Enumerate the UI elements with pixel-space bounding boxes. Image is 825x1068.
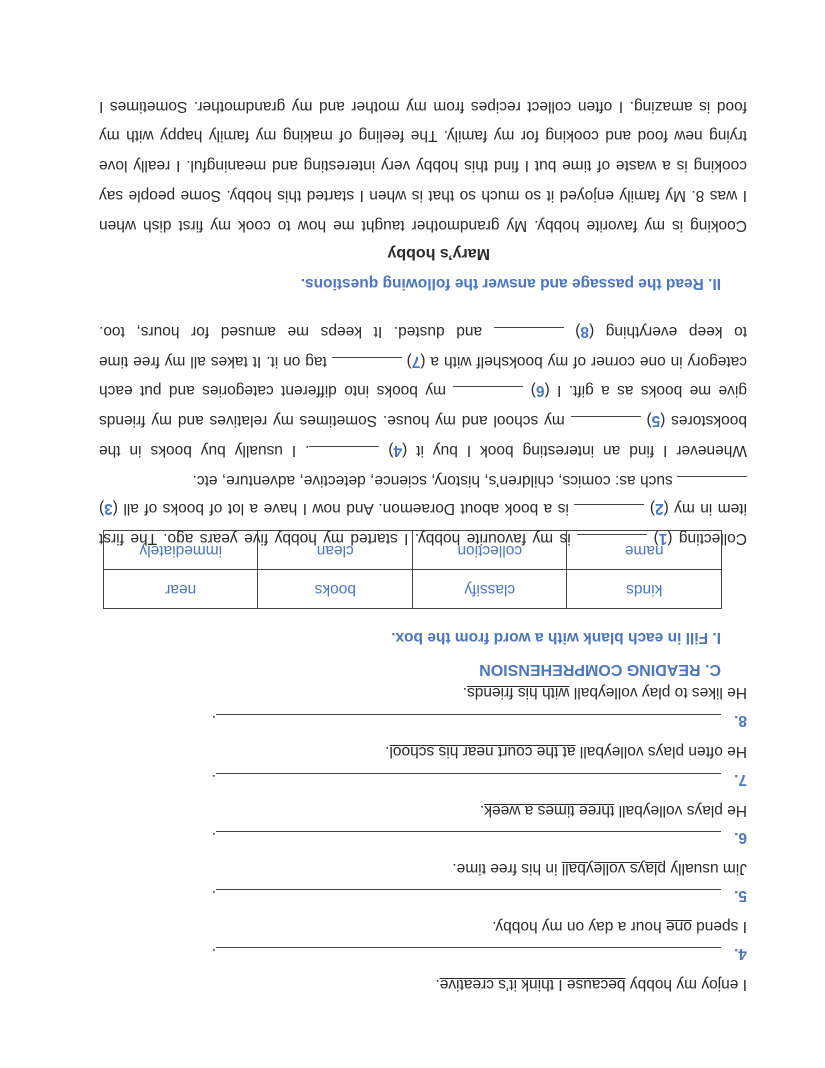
sentence-text: .	[385, 743, 390, 760]
item-number: 5.	[734, 887, 747, 904]
underlined-part: plays volleyball	[561, 860, 667, 877]
answer-line	[734, 710, 747, 730]
fill-blank[interactable]	[453, 386, 523, 387]
word-box-cell: classify	[413, 570, 568, 609]
passage-line	[99, 351, 747, 371]
fill-blank[interactable]	[309, 446, 379, 447]
underlined-part: with his friends	[467, 684, 570, 701]
fill-blank[interactable]	[571, 416, 641, 417]
passage-text: and dusted. It keeps me amused for hours, too.	[99, 323, 494, 340]
passage-text: )	[523, 382, 536, 399]
passage-line: Cooking is my favorite hobby. My grandmother taught me how to cook my first dish when	[99, 217, 747, 234]
passage-text: tag on it. It takes all my free time	[98, 353, 332, 370]
item-number: 7.	[734, 771, 747, 788]
answer-blank[interactable]	[216, 831, 721, 832]
sentence-text: .	[435, 976, 440, 993]
passage-line	[99, 410, 747, 430]
passage-text: Whenever I find an interesting book I buy it (	[402, 442, 747, 459]
passage-text: . I usually buy books in the	[99, 442, 310, 459]
answer-period: .	[211, 771, 216, 788]
blank-number: 8	[580, 323, 590, 340]
passage-line: cooking is a waste of time but I find this hobby very interesting and meaningful. I really love	[99, 157, 747, 174]
item-sentence	[435, 974, 747, 994]
fill-blank[interactable]	[677, 476, 747, 477]
answer-period: .	[211, 829, 216, 846]
passage-text: is a book about Doraemon. And now I have a lot of books of all (	[112, 500, 575, 517]
sentence-text: .	[462, 684, 467, 701]
passage-line: food is amazing. I often collect recipes from my mother and my grandmother. Sometimes I	[99, 98, 747, 115]
item-sentence	[452, 858, 747, 878]
passage-line: I was 8. My family enjoyed it so much so that is when I started this hobby. Some people say	[99, 187, 747, 204]
passage-text: )	[379, 442, 394, 459]
answer-blank[interactable]	[216, 714, 721, 715]
underlined-part: one	[665, 918, 692, 935]
part2-heading: II. Read the passage and answer the following questions.	[300, 275, 721, 292]
item-sentence	[463, 682, 747, 702]
sentence-text: He likes to play volleyball	[569, 684, 747, 701]
word-box-cell: kinds	[567, 570, 722, 609]
passage-text: )	[647, 530, 659, 547]
underlined-part: because I think it’s creative	[439, 976, 626, 993]
fill-blank[interactable]	[494, 327, 564, 328]
answer-period: .	[211, 887, 216, 904]
fill-blank[interactable]	[332, 357, 402, 358]
item-sentence	[385, 741, 747, 761]
word-box-cell: name	[567, 531, 722, 570]
underlined-part: three times a week	[484, 802, 615, 819]
sentence-text: I spend	[691, 918, 747, 935]
item-number: 6.	[734, 829, 747, 846]
passage-line	[99, 321, 747, 341]
passage-text: category in one corner of my bookshelf with a (	[420, 353, 747, 370]
passage-line	[99, 440, 747, 460]
passage-text: )	[644, 500, 655, 517]
answer-line	[734, 943, 747, 963]
part1-heading: I. Fill in each blank with a word from the box.	[391, 629, 721, 646]
answer-line	[734, 827, 747, 847]
item-sentence	[492, 916, 747, 936]
word-box-cell: immediately	[104, 531, 259, 570]
answer-line	[734, 885, 747, 905]
passage-text: Collecting (	[667, 530, 747, 547]
item-sentence	[480, 800, 747, 820]
fill-blank[interactable]	[577, 534, 647, 535]
word-box-cell: clean	[258, 531, 413, 570]
passage-line	[99, 528, 747, 548]
blank-number: 7	[411, 353, 421, 370]
blank-number: 2	[654, 500, 664, 517]
passage-line	[99, 498, 747, 518]
answer-line	[734, 769, 747, 789]
passage-line	[193, 470, 747, 490]
sentence-text: .	[479, 802, 485, 819]
passage-text: my books into different categories and put each	[99, 382, 454, 399]
answer-period: .	[211, 712, 216, 729]
word-box-cell: books	[258, 570, 413, 609]
sentence-text: hour a day on my hobby.	[492, 918, 666, 935]
passage-text: )	[640, 412, 652, 429]
passage-text: give me books as a gift. I (	[544, 382, 747, 399]
item-number: 8.	[734, 712, 747, 729]
sentence-text: in his free time.	[452, 860, 562, 877]
item-number: 4.	[734, 945, 747, 962]
section-c-heading: C. READING COMPREHENSION	[479, 661, 721, 678]
passage-line: trying new food and cooking for my family. The feeling of making my family happy with my	[99, 127, 747, 144]
passage-text: to keep everything (	[589, 323, 747, 340]
passage-text: item in my (	[663, 500, 747, 517]
passage-text: )	[401, 353, 412, 370]
answer-blank[interactable]	[216, 947, 721, 948]
sentence-text: I enjoy my hobby	[625, 976, 747, 993]
fill-blank[interactable]	[574, 504, 644, 505]
sentence-text: He plays volleyball	[614, 802, 747, 819]
answer-period: .	[211, 945, 216, 962]
blank-number: 3	[104, 500, 113, 517]
blank-number: 6	[535, 382, 545, 399]
blank-number: 1	[658, 530, 668, 547]
blank-number: 4	[393, 442, 403, 459]
answer-blank[interactable]	[216, 889, 721, 890]
passage-text: )	[563, 323, 581, 340]
underlined-part: at the court near his school	[389, 743, 576, 760]
passage-text: such as: comics, children’s, history, science, detective, adventure, etc.	[192, 472, 677, 489]
answer-blank[interactable]	[216, 773, 721, 774]
sentence-text: Jim usually	[666, 860, 747, 877]
passage-title: Mary’s hobby	[387, 245, 490, 262]
passage-text: my school and my house. Sometimes my relatives and my friends	[98, 412, 571, 429]
word-box-cell: near	[104, 570, 259, 609]
passage-text: bookstores (	[660, 412, 747, 429]
passage-text: is my favourite hobby. I started my hobby five years ago. The first	[98, 530, 578, 547]
passage-line	[99, 380, 747, 400]
passage-text: )	[98, 500, 105, 517]
sentence-text: He often plays volleyball	[575, 743, 747, 760]
blank-number: 5	[651, 412, 661, 429]
word-box-cell: collection	[413, 531, 568, 570]
